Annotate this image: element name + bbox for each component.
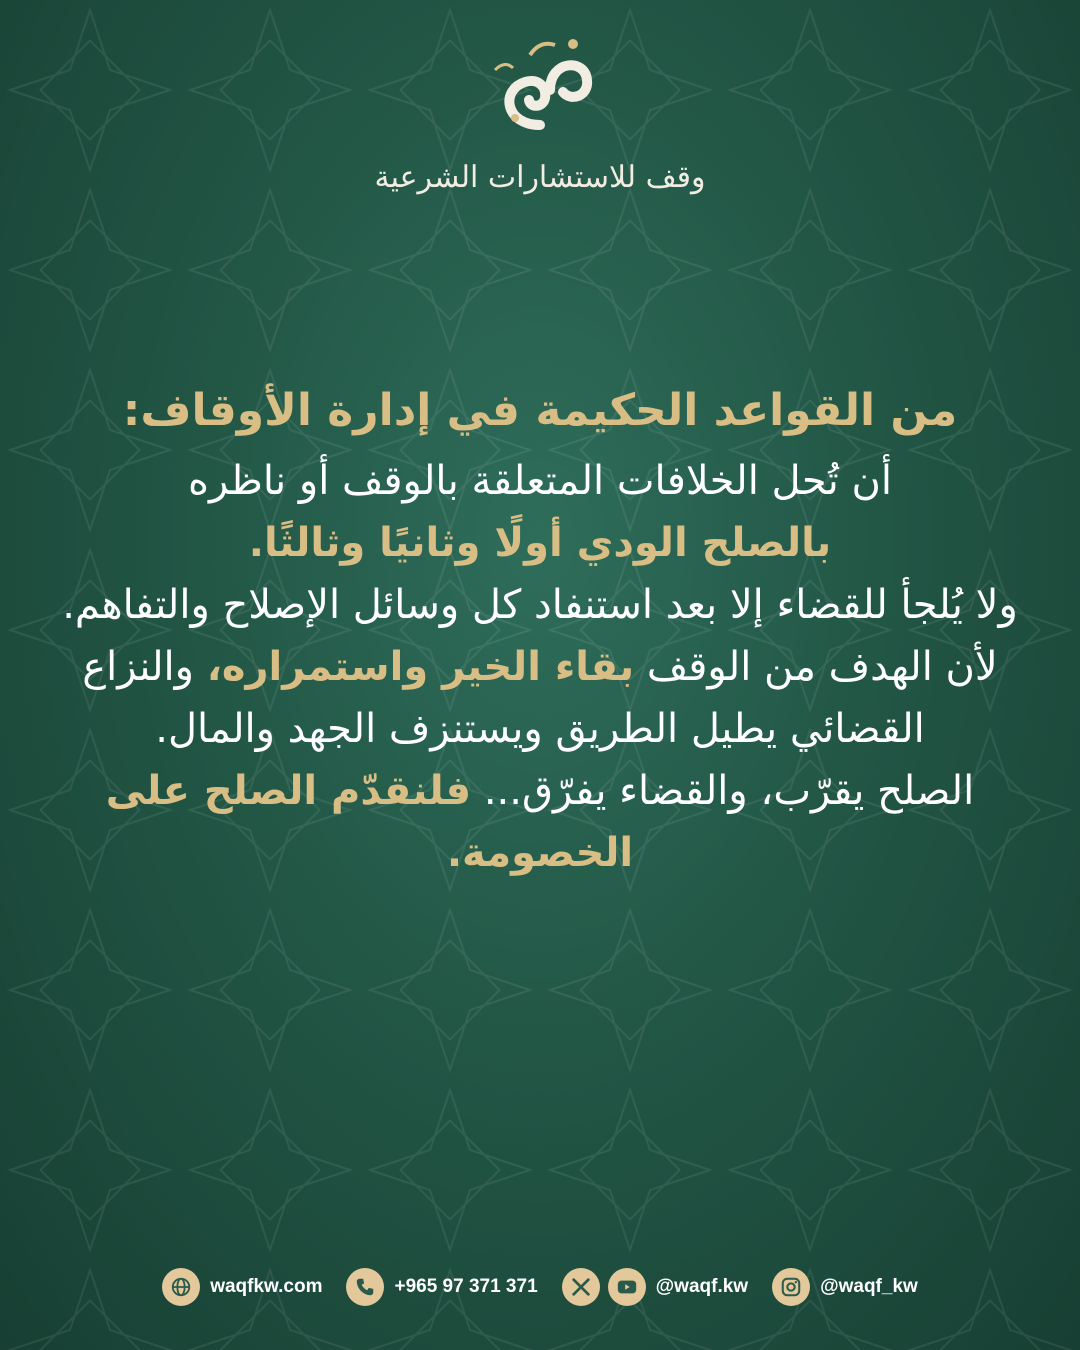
paragraph-2: ولا يُلجأ للقضاء إلا بعد استنفاد كل وسائل الإصلاح والتفاهم.: [62, 582, 1018, 628]
phone-icon: [346, 1268, 384, 1306]
globe-icon: [162, 1268, 200, 1306]
p1-line1: أن تُحل الخلافات المتعلقة بالوقف أو ناظره: [187, 458, 892, 504]
p3-rest: والنزاع القضائي يطيل الطريق ويستنزف الجهد والمال.: [82, 644, 925, 752]
post-body: [60, 450, 1020, 884]
phone-link[interactable]: [346, 1268, 537, 1306]
x-youtube-handle: @waqf.kw: [655, 1276, 749, 1297]
website-text: waqfkw.com: [210, 1276, 323, 1297]
youtube-icon[interactable]: [608, 1268, 646, 1306]
p1-highlight: بالصلح الودي أولًا وثانيًا وثالثًا.: [248, 520, 832, 566]
x-youtube-links[interactable]: [562, 1268, 748, 1306]
waqf-logo-mark: [475, 30, 605, 140]
p4-start: الصلح يقرّب، والقضاء يفرّق...: [483, 768, 975, 814]
instagram-icon: [772, 1268, 810, 1306]
paragraph-4: [60, 760, 1020, 884]
x-icon[interactable]: [562, 1268, 600, 1306]
phone-text: +965 97 371 371: [394, 1276, 538, 1297]
post-title: من القواعد الحكيمة في إدارة الأوقاف:: [122, 385, 958, 436]
p3-start: لأن الهدف من الوقف: [646, 644, 998, 690]
instagram-link[interactable]: [772, 1268, 918, 1306]
post-content: [60, 385, 1020, 884]
p4-highlight: فلنقدّم الصلح على الخصومة.: [105, 768, 634, 876]
logo: [0, 30, 1080, 195]
footer-contacts: [0, 1262, 1080, 1312]
paragraph-3: [60, 636, 1020, 760]
website-link[interactable]: [162, 1268, 322, 1306]
logo-text: وقف للاستشارات الشرعية: [374, 160, 706, 195]
instagram-handle: @waqf_kw: [820, 1276, 918, 1297]
paragraph-1: [60, 450, 1020, 574]
p3-highlight: بقاء الخير واستمراره،: [206, 644, 635, 690]
